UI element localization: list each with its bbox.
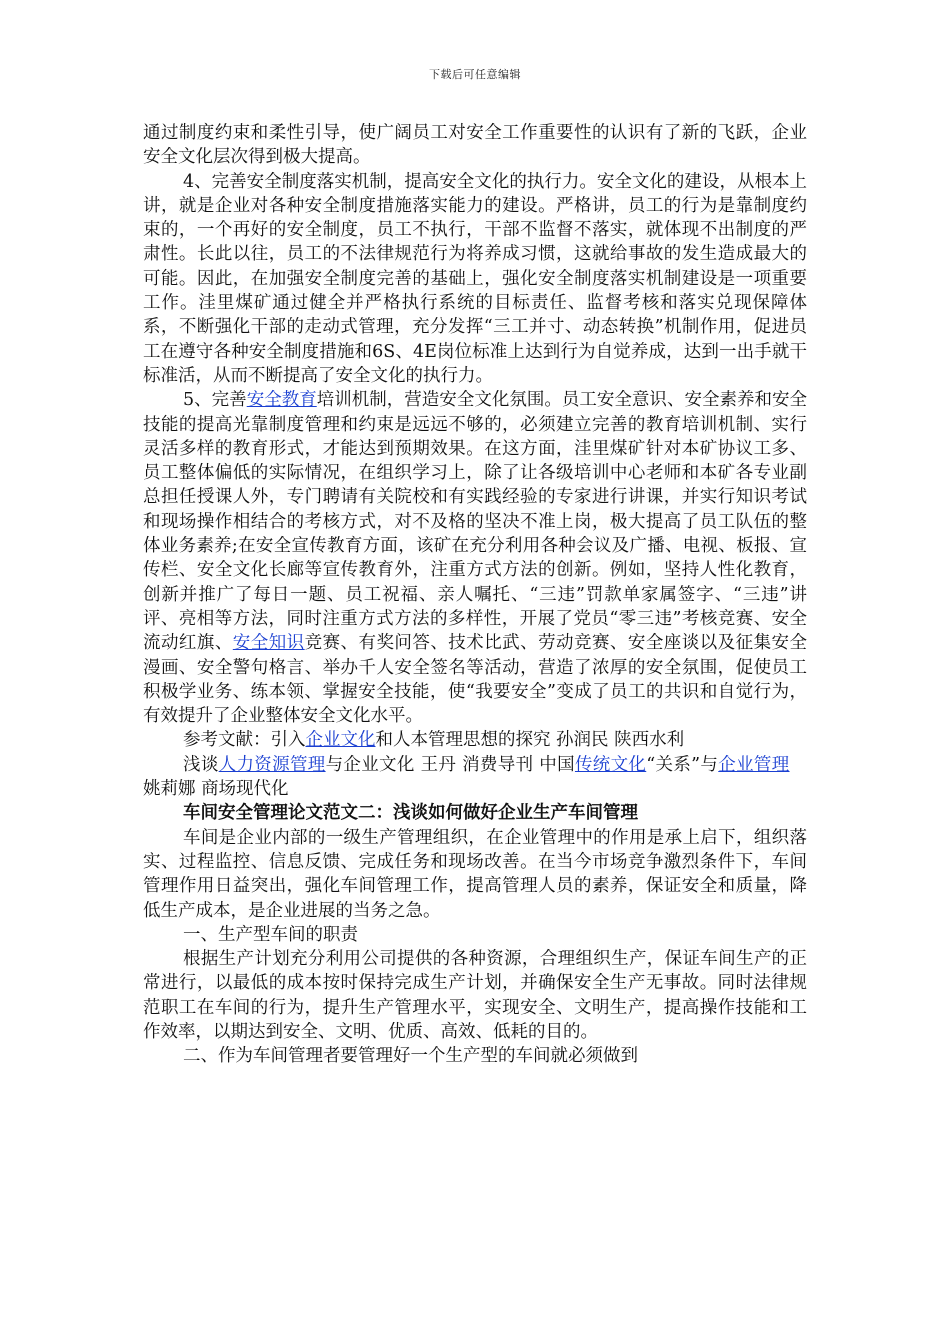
reference-2-text-b: 与企业文化 王丹 消费导刊 中国	[325, 754, 575, 775]
page-header-note: 下载后可任意编辑	[429, 68, 521, 81]
reference-2-text-d: 姚莉娜 商场现代化	[143, 754, 808, 800]
link-enterprise-management[interactable]: 企业管理	[718, 754, 790, 775]
reference-2-text-a: 浅谈	[183, 754, 219, 775]
paragraph-5-text-a: 5、完善	[183, 390, 247, 411]
section-heading: 车间安全管理论文范文二：浅谈如何做好企业生产车间管理	[183, 803, 638, 824]
reference-2-text-c: “关系”与	[646, 754, 719, 775]
reference-1	[143, 728, 807, 752]
subheading-manager: 二、作为车间管理者要管理好一个生产型的车间就必须做到	[183, 1046, 638, 1067]
link-traditional-culture[interactable]: 传统文化	[574, 754, 647, 775]
subheading-duties: 一、生产型车间的职责	[183, 924, 358, 945]
link-safety-education[interactable]: 安全教育	[246, 390, 317, 411]
paragraph-5-text-c: 竞赛、有奖问答、技术比武、劳动竞赛、安全座谈以及征集安全漫画、安全警句格言、举办千人安全签名等活动，营造了浓厚的安全氛围，促使员工积极学业务、练本领、掌握安全技能，使“我要安全”变成了员工的共识和自觉行为，有效提升了企业整体安全文化水平。	[143, 633, 808, 727]
paragraph-5-text-b: 培训机制，营造安全文化氛围。员工安全意识、安全素养和安全技能的提高光靠制度管理和约束是远远不够的，必须建立完善的教育培训机制、实行灵活多样的教育形式，才能达到预期效果。在这方面，洼里煤矿针对本矿协议工多、员工整体偏低的实际情况，在组织学习上，除了让各级培训中心老师和本矿各专业副总担任授课人外，专门聘请有关院校和有实践经验的专家进行讲课，并实行知识考试和现场操作相结合的考核方式，对不及格的坚决不准上岗，极大提高了员工队伍的整体业务素养;在安全宣传教育方面，该矿在充分利用各种会议及广播、电视、板报、宣传栏、安全文化长廊等宣传教育外，注重方式方法的创新。例如，坚持人性化教育，创新并推广了每日一题、员工祝福、亲人嘱托、“三违”罚款单家属签字、“三违”讲评、亮相等方法，同时注重方式方法的多样性，开展了党员“零三违”考核竞赛、安全流动红旗、	[143, 390, 808, 654]
document-body	[143, 121, 807, 1069]
paragraph-duties: 根据生产计划充分利用公司提供的各种资源，合理组织生产，保证车间生产的正常进行，以最低的成本按时保持完成生产计划，并确保安全生产无事故。同时法律规范职工在车间的行为，提升生产管理水平，实现安全、文明生产，提高操作技能和工作效率，以期达到安全、文明、优质、高效、低耗的目的。	[143, 949, 807, 1042]
link-hr-management[interactable]: 人力资源管理	[218, 754, 326, 775]
link-corporate-culture[interactable]: 企业文化	[305, 730, 376, 751]
paragraph-workshop-intro: 车间是企业内部的一级生产管理组织，在企业管理中的作用是承上启下，组织落实、过程监控、信息反馈、完成任务和现场改善。在当今市场竞争激烈条件下，车间管理作用日益突出，强化车间管理工作，提高管理人员的素养，保证安全和质量，降低生产成本，是企业进展的当务之急。	[143, 827, 807, 921]
paragraph-5	[143, 388, 807, 728]
reference-2	[143, 753, 807, 802]
paragraph-4: 4、完善安全制度落实机制，提高安全文化的执行力。安全文化的建设，从根本上讲，就是企业对各种安全制度措施落实能力的建设。严格讲，员工的行为是靠制度约束的，一个再好的安全制度，员工不执行，干部不监督不落实，就体现不出制度的严肃性。长此以往，员工的不法律规范行为将养成习惯，这就给事故的发生造成最大的可能。因此，在加强安全制度完善的基础上，强化安全制度落实机制建设是一项重要工作。洼里煤矿通过健全并严格执行系统的目标责任、监督考核和落实兑现保障体系，不断强化干部的走动式管理，充分发挥“三工并寸、动态转换”机制作用，促进员工在遵守各种安全制度措施和6S、4E岗位标准上达到行为自觉养成，达到一出手就干标准活，从而不断提高了安全文化的执行力。	[143, 171, 807, 386]
reference-1-text-b: 和人本管理思想的探究 孙润民 陕西水利	[375, 730, 685, 751]
link-safety-knowledge[interactable]: 安全知识	[232, 633, 305, 654]
reference-1-text-a: 参考文献：引入	[183, 730, 306, 751]
paragraph-continuation: 通过制度约束和柔性引导，使广阔员工对安全工作重要性的认识有了新的飞跃，企业安全文化层次得到极大提高。	[143, 123, 807, 168]
